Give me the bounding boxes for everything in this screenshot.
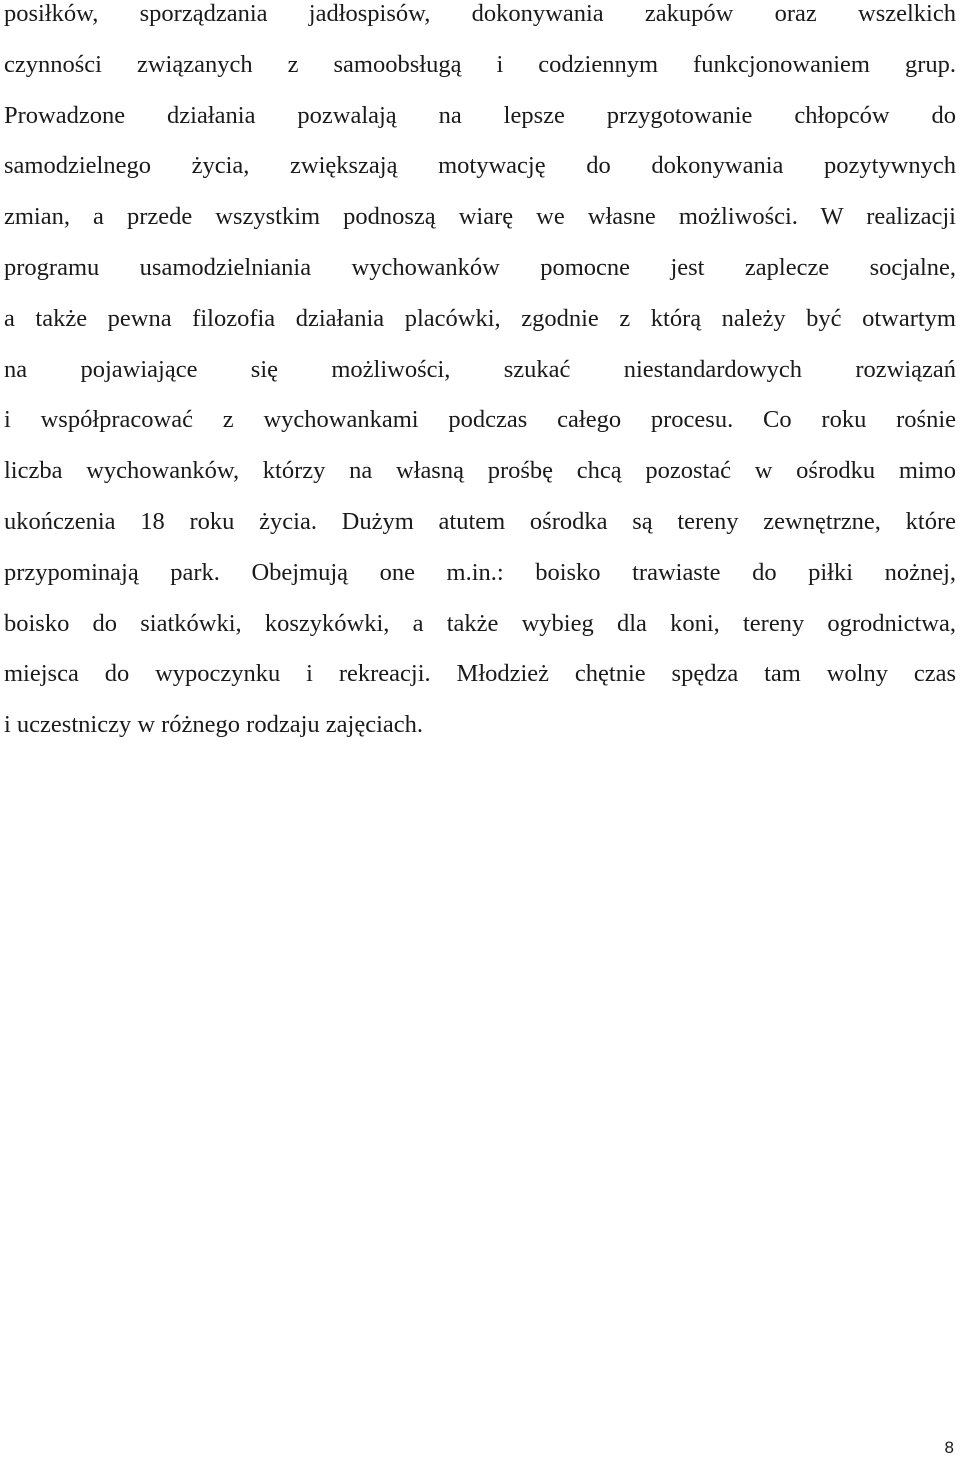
text-line: boisko do siatkówki, koszykówki, a także wybieg dla koni, tereny ogrodnictwa,: [4, 609, 956, 637]
text-line: ukończenia 18 roku życia. Dużym atutem ośrodka są tereny zewnętrzne, które: [4, 507, 956, 535]
text-line: przypominają park. Obejmują one m.in.: boisko trawiaste do piłki nożnej,: [4, 558, 956, 586]
text-line: zmian, a przede wszystkim podnoszą wiarę we własne możliwości. W realizacji: [4, 203, 956, 231]
text-line: a także pewna filozofia działania placówki, zgodnie z którą należy być otwartym: [4, 304, 956, 332]
text-line: Prowadzone działania pozwalają na lepsze przygotowanie chłopców do: [4, 101, 956, 129]
text-line: czynności związanych z samoobsługą i codziennym funkcjonowaniem grup.: [4, 50, 956, 78]
text-line: posiłków, sporządzania jadłospisów, dokonywania zakupów oraz wszelkich: [4, 0, 956, 27]
text-line: i współpracować z wychowankami podczas całego procesu. Co roku rośnie: [4, 406, 956, 434]
page-number: 8: [944, 1438, 954, 1457]
body-paragraph: [4, 0, 956, 762]
text-line: liczba wychowanków, którzy na własną prośbę chcą pozostać w ośrodku mimo: [4, 457, 956, 485]
text-line: miejsca do wypoczynku i rekreacji. Młodzież chętnie spędza tam wolny czas: [4, 660, 956, 688]
text-line: na pojawiające się możliwości, szukać niestandardowych rozwiązań: [4, 355, 956, 383]
text-line: samodzielnego życia, zwiększają motywację do dokonywania pozytywnych: [4, 152, 956, 180]
text-line: programu usamodzielniania wychowanków pomocne jest zaplecze socjalne,: [4, 253, 956, 281]
text-line: i uczestniczy w różnego rodzaju zajęciach.: [4, 711, 424, 739]
